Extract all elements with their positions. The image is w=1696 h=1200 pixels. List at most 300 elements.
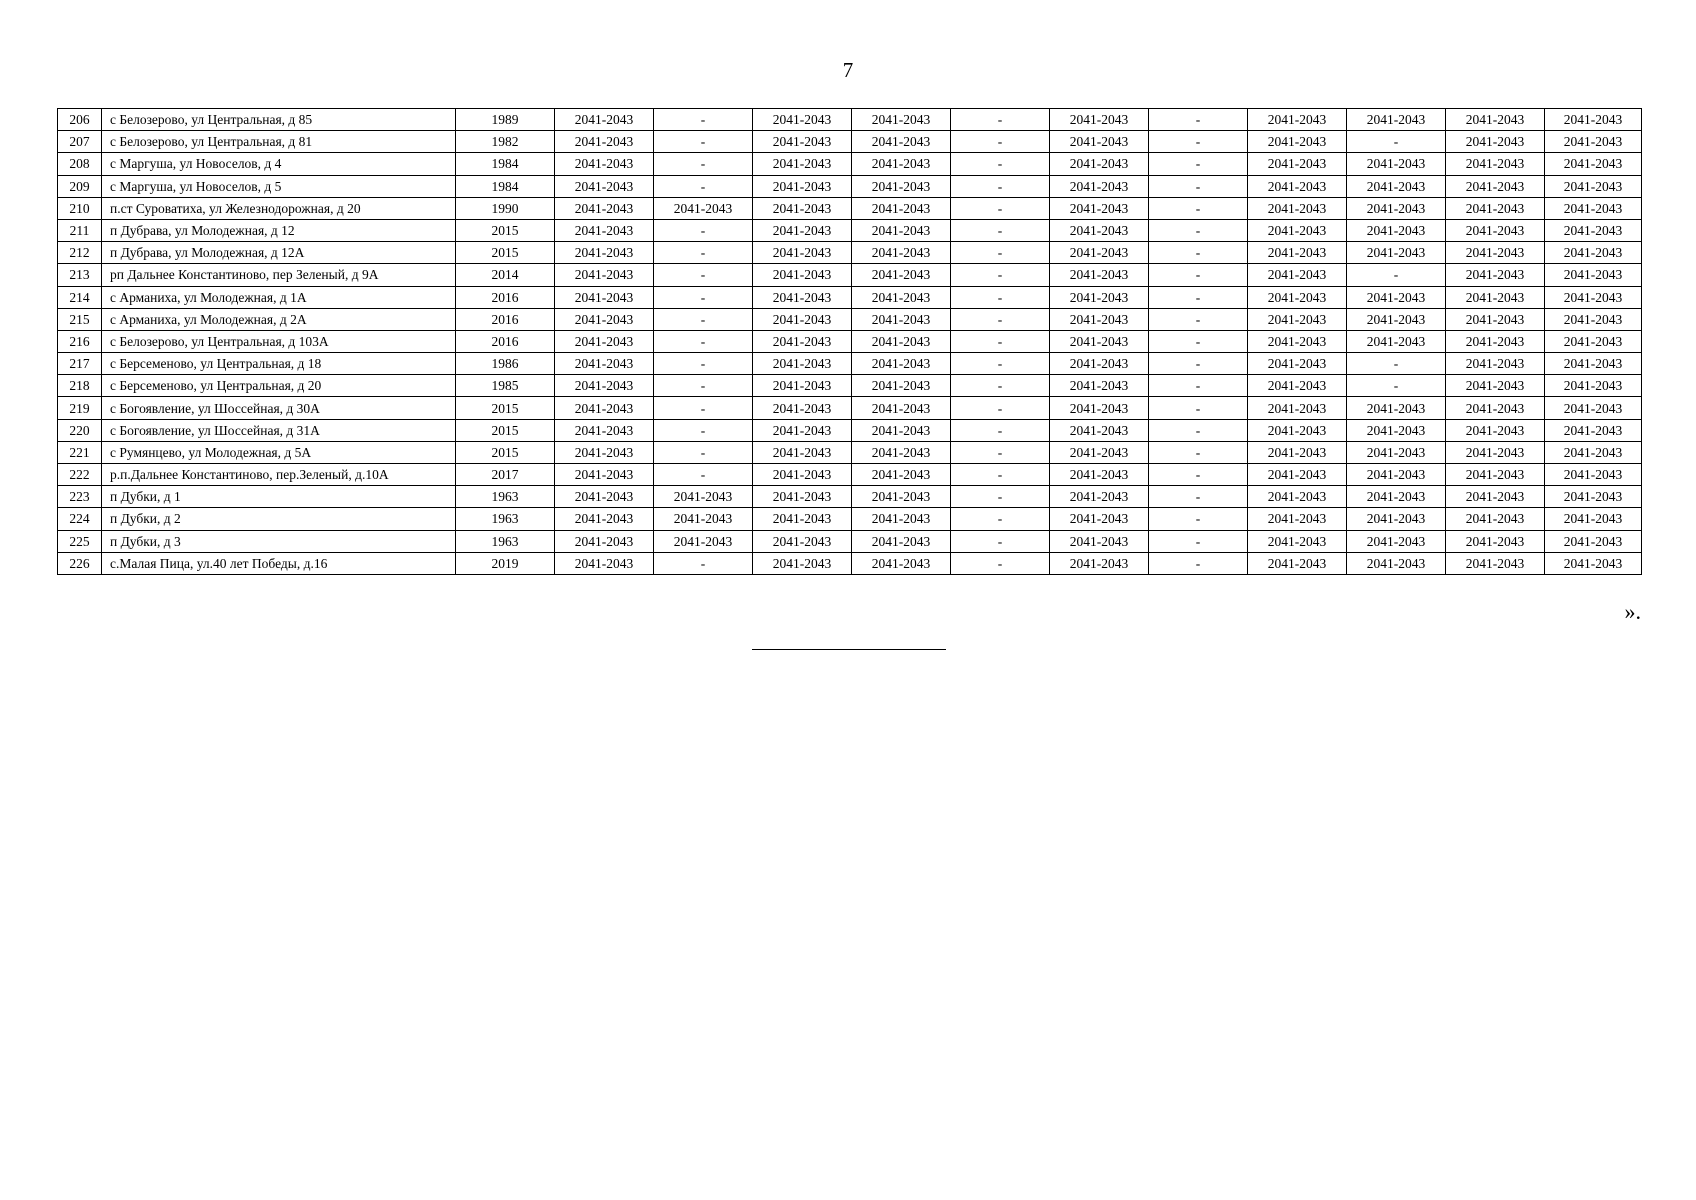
- work-period-cell-4: 2041-2043: [852, 219, 951, 241]
- work-period-cell-6: 2041-2043: [1050, 441, 1149, 463]
- work-period-cell-1: 2041-2043: [555, 109, 654, 131]
- address-cell: с Белозерово, ул Центральная, д 81: [102, 131, 456, 153]
- work-period-cell-6: 2041-2043: [1050, 286, 1149, 308]
- work-period-cell-8: 2041-2043: [1248, 508, 1347, 530]
- work-period-cell-9: 2041-2043: [1347, 219, 1446, 241]
- work-period-cell-2: -: [654, 552, 753, 574]
- work-period-cell-7: -: [1149, 197, 1248, 219]
- address-cell: п Дубки, д 1: [102, 486, 456, 508]
- work-period-cell-7: -: [1149, 175, 1248, 197]
- work-period-cell-1: 2041-2043: [555, 441, 654, 463]
- work-period-cell-7: -: [1149, 242, 1248, 264]
- table-row: [58, 175, 1642, 197]
- work-period-cell-8: 2041-2043: [1248, 375, 1347, 397]
- work-period-cell-7: -: [1149, 508, 1248, 530]
- work-period-cell-11: 2041-2043: [1545, 375, 1642, 397]
- work-period-cell-2: 2041-2043: [654, 508, 753, 530]
- work-period-cell-9: 2041-2043: [1347, 286, 1446, 308]
- row-number-cell: 211: [58, 219, 102, 241]
- year-built-cell: 2019: [456, 552, 555, 574]
- work-period-cell-9: -: [1347, 131, 1446, 153]
- row-number-cell: 223: [58, 486, 102, 508]
- row-number-cell: 215: [58, 308, 102, 330]
- table-row: [58, 530, 1642, 552]
- row-number-cell: 217: [58, 353, 102, 375]
- work-period-cell-10: 2041-2043: [1446, 175, 1545, 197]
- table-row: [58, 219, 1642, 241]
- work-period-cell-5: -: [951, 286, 1050, 308]
- year-built-cell: 2015: [456, 242, 555, 264]
- work-period-cell-8: 2041-2043: [1248, 353, 1347, 375]
- work-period-cell-11: 2041-2043: [1545, 153, 1642, 175]
- work-period-cell-3: 2041-2043: [753, 109, 852, 131]
- work-period-cell-7: -: [1149, 464, 1248, 486]
- year-built-cell: 1990: [456, 197, 555, 219]
- work-period-cell-4: 2041-2043: [852, 375, 951, 397]
- work-period-cell-2: 2041-2043: [654, 530, 753, 552]
- work-period-cell-10: 2041-2043: [1446, 552, 1545, 574]
- row-number-cell: 210: [58, 197, 102, 219]
- work-period-cell-11: 2041-2043: [1545, 330, 1642, 352]
- work-period-cell-9: 2041-2043: [1347, 330, 1446, 352]
- work-period-cell-10: 2041-2043: [1446, 219, 1545, 241]
- work-period-cell-3: 2041-2043: [753, 286, 852, 308]
- address-cell: п Дубрава, ул Молодежная, д 12А: [102, 242, 456, 264]
- work-period-cell-3: 2041-2043: [753, 353, 852, 375]
- year-built-cell: 1984: [456, 175, 555, 197]
- work-period-cell-9: -: [1347, 375, 1446, 397]
- year-built-cell: 1989: [456, 109, 555, 131]
- address-cell: с Арманиха, ул Молодежная, д 1А: [102, 286, 456, 308]
- row-number-cell: 216: [58, 330, 102, 352]
- work-period-cell-6: 2041-2043: [1050, 330, 1149, 352]
- work-period-cell-2: -: [654, 330, 753, 352]
- work-period-cell-9: 2041-2043: [1347, 397, 1446, 419]
- address-cell: п Дубрава, ул Молодежная, д 12: [102, 219, 456, 241]
- work-period-cell-7: -: [1149, 286, 1248, 308]
- work-period-cell-3: 2041-2043: [753, 530, 852, 552]
- work-period-cell-5: -: [951, 197, 1050, 219]
- work-period-cell-6: 2041-2043: [1050, 353, 1149, 375]
- work-period-cell-10: 2041-2043: [1446, 486, 1545, 508]
- address-cell: с Берсеменово, ул Центральная, д 18: [102, 353, 456, 375]
- work-period-cell-6: 2041-2043: [1050, 397, 1149, 419]
- work-period-cell-6: 2041-2043: [1050, 530, 1149, 552]
- work-period-cell-10: 2041-2043: [1446, 308, 1545, 330]
- year-built-cell: 1985: [456, 375, 555, 397]
- work-period-cell-5: -: [951, 131, 1050, 153]
- work-period-cell-6: 2041-2043: [1050, 486, 1149, 508]
- address-cell: с Белозерово, ул Центральная, д 103А: [102, 330, 456, 352]
- work-period-cell-1: 2041-2043: [555, 508, 654, 530]
- repair-schedule-table: [57, 108, 1642, 575]
- work-period-cell-10: 2041-2043: [1446, 109, 1545, 131]
- work-period-cell-9: 2041-2043: [1347, 530, 1446, 552]
- work-period-cell-8: 2041-2043: [1248, 464, 1347, 486]
- work-period-cell-1: 2041-2043: [555, 419, 654, 441]
- work-period-cell-3: 2041-2043: [753, 264, 852, 286]
- work-period-cell-11: 2041-2043: [1545, 197, 1642, 219]
- work-period-cell-2: -: [654, 441, 753, 463]
- work-period-cell-4: 2041-2043: [852, 330, 951, 352]
- work-period-cell-6: 2041-2043: [1050, 464, 1149, 486]
- work-period-cell-8: 2041-2043: [1248, 486, 1347, 508]
- work-period-cell-2: -: [654, 264, 753, 286]
- work-period-cell-7: -: [1149, 419, 1248, 441]
- row-number-cell: 207: [58, 131, 102, 153]
- row-number-cell: 218: [58, 375, 102, 397]
- work-period-cell-9: 2041-2043: [1347, 242, 1446, 264]
- table-row: [58, 153, 1642, 175]
- work-period-cell-11: 2041-2043: [1545, 353, 1642, 375]
- work-period-cell-8: 2041-2043: [1248, 264, 1347, 286]
- row-number-cell: 208: [58, 153, 102, 175]
- table-row: [58, 464, 1642, 486]
- end-divider-line: [752, 649, 946, 650]
- table-row: [58, 131, 1642, 153]
- work-period-cell-8: 2041-2043: [1248, 530, 1347, 552]
- row-number-cell: 220: [58, 419, 102, 441]
- year-built-cell: 2015: [456, 219, 555, 241]
- work-period-cell-6: 2041-2043: [1050, 175, 1149, 197]
- table-row: [58, 330, 1642, 352]
- work-period-cell-8: 2041-2043: [1248, 397, 1347, 419]
- work-period-cell-1: 2041-2043: [555, 552, 654, 574]
- row-number-cell: 219: [58, 397, 102, 419]
- work-period-cell-8: 2041-2043: [1248, 286, 1347, 308]
- work-period-cell-9: 2041-2043: [1347, 175, 1446, 197]
- work-period-cell-11: 2041-2043: [1545, 264, 1642, 286]
- work-period-cell-3: 2041-2043: [753, 330, 852, 352]
- work-period-cell-3: 2041-2043: [753, 308, 852, 330]
- row-number-cell: 221: [58, 441, 102, 463]
- work-period-cell-6: 2041-2043: [1050, 308, 1149, 330]
- work-period-cell-2: 2041-2043: [654, 486, 753, 508]
- work-period-cell-4: 2041-2043: [852, 530, 951, 552]
- table-row: [58, 264, 1642, 286]
- year-built-cell: 1963: [456, 530, 555, 552]
- address-cell: с Арманиха, ул Молодежная, д 2А: [102, 308, 456, 330]
- work-period-cell-6: 2041-2043: [1050, 264, 1149, 286]
- work-period-cell-11: 2041-2043: [1545, 397, 1642, 419]
- work-period-cell-3: 2041-2043: [753, 175, 852, 197]
- work-period-cell-11: 2041-2043: [1545, 109, 1642, 131]
- work-period-cell-5: -: [951, 353, 1050, 375]
- work-period-cell-9: 2041-2043: [1347, 441, 1446, 463]
- work-period-cell-8: 2041-2043: [1248, 242, 1347, 264]
- work-period-cell-1: 2041-2043: [555, 308, 654, 330]
- work-period-cell-5: -: [951, 308, 1050, 330]
- row-number-cell: 224: [58, 508, 102, 530]
- work-period-cell-3: 2041-2043: [753, 464, 852, 486]
- work-period-cell-4: 2041-2043: [852, 508, 951, 530]
- work-period-cell-8: 2041-2043: [1248, 175, 1347, 197]
- work-period-cell-11: 2041-2043: [1545, 175, 1642, 197]
- work-period-cell-10: 2041-2043: [1446, 441, 1545, 463]
- work-period-cell-10: 2041-2043: [1446, 264, 1545, 286]
- work-period-cell-2: -: [654, 175, 753, 197]
- work-period-cell-11: 2041-2043: [1545, 464, 1642, 486]
- work-period-cell-5: -: [951, 530, 1050, 552]
- work-period-cell-4: 2041-2043: [852, 308, 951, 330]
- work-period-cell-5: -: [951, 330, 1050, 352]
- year-built-cell: 1963: [456, 486, 555, 508]
- row-number-cell: 214: [58, 286, 102, 308]
- work-period-cell-3: 2041-2043: [753, 552, 852, 574]
- work-period-cell-9: 2041-2043: [1347, 109, 1446, 131]
- work-period-cell-1: 2041-2043: [555, 330, 654, 352]
- work-period-cell-3: 2041-2043: [753, 397, 852, 419]
- work-period-cell-10: 2041-2043: [1446, 353, 1545, 375]
- work-period-cell-2: -: [654, 464, 753, 486]
- work-period-cell-5: -: [951, 109, 1050, 131]
- work-period-cell-6: 2041-2043: [1050, 375, 1149, 397]
- work-period-cell-5: -: [951, 441, 1050, 463]
- address-cell: п Дубки, д 3: [102, 530, 456, 552]
- work-period-cell-4: 2041-2043: [852, 486, 951, 508]
- work-period-cell-10: 2041-2043: [1446, 286, 1545, 308]
- year-built-cell: 1984: [456, 153, 555, 175]
- work-period-cell-11: 2041-2043: [1545, 419, 1642, 441]
- work-period-cell-4: 2041-2043: [852, 175, 951, 197]
- work-period-cell-6: 2041-2043: [1050, 419, 1149, 441]
- work-period-cell-2: -: [654, 242, 753, 264]
- closing-quote-mark: ».: [1624, 599, 1641, 624]
- work-period-cell-4: 2041-2043: [852, 286, 951, 308]
- work-period-cell-4: 2041-2043: [852, 419, 951, 441]
- work-period-cell-11: 2041-2043: [1545, 508, 1642, 530]
- work-period-cell-1: 2041-2043: [555, 242, 654, 264]
- work-period-cell-11: 2041-2043: [1545, 486, 1642, 508]
- work-period-cell-5: -: [951, 375, 1050, 397]
- table-row: [58, 486, 1642, 508]
- work-period-cell-10: 2041-2043: [1446, 508, 1545, 530]
- work-period-cell-9: 2041-2043: [1347, 486, 1446, 508]
- year-built-cell: 2014: [456, 264, 555, 286]
- work-period-cell-10: 2041-2043: [1446, 330, 1545, 352]
- address-cell: с Богоявление, ул Шоссейная, д 30А: [102, 397, 456, 419]
- work-period-cell-7: -: [1149, 109, 1248, 131]
- work-period-cell-2: -: [654, 397, 753, 419]
- work-period-cell-6: 2041-2043: [1050, 242, 1149, 264]
- work-period-cell-1: 2041-2043: [555, 375, 654, 397]
- work-period-cell-8: 2041-2043: [1248, 330, 1347, 352]
- page-number: 7: [842, 58, 854, 82]
- work-period-cell-10: 2041-2043: [1446, 197, 1545, 219]
- work-period-cell-2: -: [654, 131, 753, 153]
- work-period-cell-8: 2041-2043: [1248, 219, 1347, 241]
- table-row: [58, 419, 1642, 441]
- year-built-cell: 2016: [456, 286, 555, 308]
- table-row: [58, 441, 1642, 463]
- year-built-cell: 2015: [456, 441, 555, 463]
- year-built-cell: 2015: [456, 419, 555, 441]
- work-period-cell-7: -: [1149, 330, 1248, 352]
- table-row: [58, 286, 1642, 308]
- work-period-cell-10: 2041-2043: [1446, 375, 1545, 397]
- work-period-cell-7: -: [1149, 264, 1248, 286]
- work-period-cell-4: 2041-2043: [852, 464, 951, 486]
- work-period-cell-5: -: [951, 464, 1050, 486]
- work-period-cell-7: -: [1149, 397, 1248, 419]
- work-period-cell-7: -: [1149, 219, 1248, 241]
- work-period-cell-11: 2041-2043: [1545, 552, 1642, 574]
- work-period-cell-7: -: [1149, 486, 1248, 508]
- work-period-cell-10: 2041-2043: [1446, 131, 1545, 153]
- work-period-cell-4: 2041-2043: [852, 353, 951, 375]
- work-period-cell-6: 2041-2043: [1050, 508, 1149, 530]
- work-period-cell-1: 2041-2043: [555, 397, 654, 419]
- year-built-cell: 1982: [456, 131, 555, 153]
- work-period-cell-8: 2041-2043: [1248, 197, 1347, 219]
- table-row: [58, 552, 1642, 574]
- work-period-cell-2: -: [654, 353, 753, 375]
- work-period-cell-9: -: [1347, 264, 1446, 286]
- work-period-cell-5: -: [951, 486, 1050, 508]
- work-period-cell-4: 2041-2043: [852, 242, 951, 264]
- table-row: [58, 308, 1642, 330]
- work-period-cell-2: -: [654, 419, 753, 441]
- work-period-cell-11: 2041-2043: [1545, 441, 1642, 463]
- address-cell: с Берсеменово, ул Центральная, д 20: [102, 375, 456, 397]
- work-period-cell-3: 2041-2043: [753, 219, 852, 241]
- work-period-cell-2: -: [654, 153, 753, 175]
- work-period-cell-1: 2041-2043: [555, 175, 654, 197]
- year-built-cell: 2017: [456, 464, 555, 486]
- work-period-cell-2: -: [654, 286, 753, 308]
- year-built-cell: 1986: [456, 353, 555, 375]
- row-number-cell: 213: [58, 264, 102, 286]
- work-period-cell-11: 2041-2043: [1545, 242, 1642, 264]
- row-number-cell: 209: [58, 175, 102, 197]
- work-period-cell-7: -: [1149, 552, 1248, 574]
- address-cell: с.Малая Пица, ул.40 лет Победы, д.16: [102, 552, 456, 574]
- work-period-cell-3: 2041-2043: [753, 508, 852, 530]
- row-number-cell: 226: [58, 552, 102, 574]
- work-period-cell-5: -: [951, 175, 1050, 197]
- address-cell: р.п.Дальнее Константиново, пер.Зеленый, д.10А: [102, 464, 456, 486]
- address-cell: с Румянцево, ул Молодежная, д 5А: [102, 441, 456, 463]
- work-period-cell-8: 2041-2043: [1248, 109, 1347, 131]
- work-period-cell-1: 2041-2043: [555, 286, 654, 308]
- row-number-cell: 222: [58, 464, 102, 486]
- table-row: [58, 242, 1642, 264]
- table-row: [58, 353, 1642, 375]
- work-period-cell-9: 2041-2043: [1347, 197, 1446, 219]
- work-period-cell-1: 2041-2043: [555, 153, 654, 175]
- work-period-cell-11: 2041-2043: [1545, 286, 1642, 308]
- work-period-cell-9: 2041-2043: [1347, 508, 1446, 530]
- work-period-cell-4: 2041-2043: [852, 131, 951, 153]
- table-row: [58, 508, 1642, 530]
- work-period-cell-10: 2041-2043: [1446, 153, 1545, 175]
- row-number-cell: 212: [58, 242, 102, 264]
- work-period-cell-5: -: [951, 264, 1050, 286]
- work-period-cell-3: 2041-2043: [753, 375, 852, 397]
- work-period-cell-5: -: [951, 153, 1050, 175]
- row-number-cell: 225: [58, 530, 102, 552]
- work-period-cell-4: 2041-2043: [852, 441, 951, 463]
- work-period-cell-10: 2041-2043: [1446, 464, 1545, 486]
- table-row: [58, 109, 1642, 131]
- address-cell: с Белозерово, ул Центральная, д 85: [102, 109, 456, 131]
- work-period-cell-11: 2041-2043: [1545, 131, 1642, 153]
- year-built-cell: 1963: [456, 508, 555, 530]
- work-period-cell-6: 2041-2043: [1050, 131, 1149, 153]
- row-number-cell: 206: [58, 109, 102, 131]
- work-period-cell-2: -: [654, 308, 753, 330]
- work-period-cell-6: 2041-2043: [1050, 153, 1149, 175]
- work-period-cell-3: 2041-2043: [753, 197, 852, 219]
- table-body: [58, 109, 1642, 575]
- work-period-cell-1: 2041-2043: [555, 131, 654, 153]
- work-period-cell-7: -: [1149, 441, 1248, 463]
- work-period-cell-3: 2041-2043: [753, 486, 852, 508]
- table-row: [58, 375, 1642, 397]
- table-row: [58, 197, 1642, 219]
- work-period-cell-3: 2041-2043: [753, 242, 852, 264]
- work-period-cell-9: 2041-2043: [1347, 464, 1446, 486]
- work-period-cell-2: -: [654, 219, 753, 241]
- work-period-cell-1: 2041-2043: [555, 353, 654, 375]
- work-period-cell-8: 2041-2043: [1248, 131, 1347, 153]
- work-period-cell-1: 2041-2043: [555, 197, 654, 219]
- work-period-cell-5: -: [951, 419, 1050, 441]
- work-period-cell-6: 2041-2043: [1050, 552, 1149, 574]
- work-period-cell-2: -: [654, 109, 753, 131]
- work-period-cell-7: -: [1149, 375, 1248, 397]
- work-period-cell-1: 2041-2043: [555, 486, 654, 508]
- work-period-cell-3: 2041-2043: [753, 419, 852, 441]
- work-period-cell-1: 2041-2043: [555, 464, 654, 486]
- work-period-cell-5: -: [951, 508, 1050, 530]
- work-period-cell-6: 2041-2043: [1050, 109, 1149, 131]
- work-period-cell-1: 2041-2043: [555, 264, 654, 286]
- work-period-cell-8: 2041-2043: [1248, 153, 1347, 175]
- work-period-cell-7: -: [1149, 131, 1248, 153]
- work-period-cell-4: 2041-2043: [852, 109, 951, 131]
- work-period-cell-3: 2041-2043: [753, 131, 852, 153]
- work-period-cell-4: 2041-2043: [852, 264, 951, 286]
- work-period-cell-11: 2041-2043: [1545, 530, 1642, 552]
- work-period-cell-11: 2041-2043: [1545, 308, 1642, 330]
- work-period-cell-9: 2041-2043: [1347, 153, 1446, 175]
- work-period-cell-10: 2041-2043: [1446, 419, 1545, 441]
- address-cell: с Маргуша, ул Новоселов, д 5: [102, 175, 456, 197]
- work-period-cell-9: 2041-2043: [1347, 419, 1446, 441]
- work-period-cell-7: -: [1149, 530, 1248, 552]
- work-period-cell-7: -: [1149, 353, 1248, 375]
- work-period-cell-7: -: [1149, 153, 1248, 175]
- work-period-cell-9: -: [1347, 353, 1446, 375]
- year-built-cell: 2015: [456, 397, 555, 419]
- work-period-cell-8: 2041-2043: [1248, 419, 1347, 441]
- work-period-cell-5: -: [951, 552, 1050, 574]
- work-period-cell-8: 2041-2043: [1248, 552, 1347, 574]
- work-period-cell-8: 2041-2043: [1248, 441, 1347, 463]
- work-period-cell-6: 2041-2043: [1050, 197, 1149, 219]
- work-period-cell-5: -: [951, 397, 1050, 419]
- address-cell: рп Дальнее Константиново, пер Зеленый, д 9А: [102, 264, 456, 286]
- work-period-cell-2: -: [654, 375, 753, 397]
- work-period-cell-10: 2041-2043: [1446, 242, 1545, 264]
- work-period-cell-5: -: [951, 242, 1050, 264]
- work-period-cell-4: 2041-2043: [852, 397, 951, 419]
- work-period-cell-4: 2041-2043: [852, 197, 951, 219]
- work-period-cell-10: 2041-2043: [1446, 530, 1545, 552]
- work-period-cell-5: -: [951, 219, 1050, 241]
- work-period-cell-3: 2041-2043: [753, 153, 852, 175]
